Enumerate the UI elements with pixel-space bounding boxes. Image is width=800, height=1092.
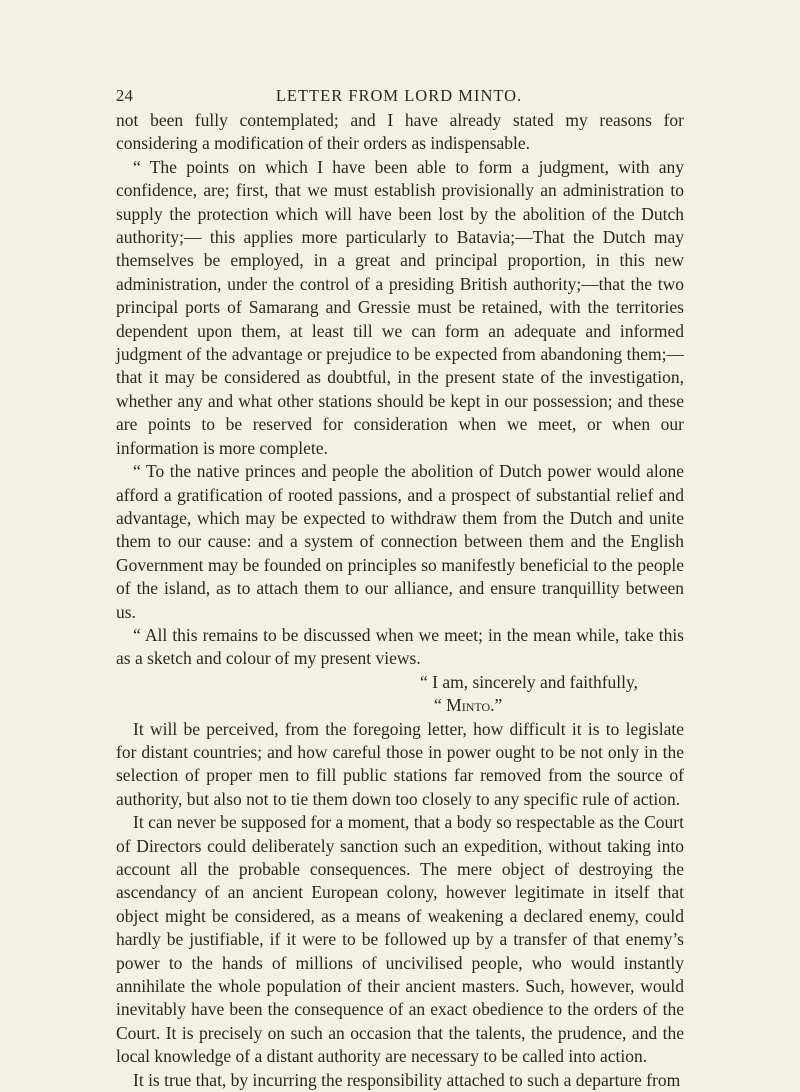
paragraph-continuation: not been fully contemplated; and I have already stated my reasons for considering a modification of their orders as indispensable. — [116, 110, 684, 154]
body-text — [116, 109, 684, 1092]
paragraph-remains: “ All this remains to be discussed when we meet; in the mean while, take this as a sketch and colour of my present views. — [116, 624, 684, 669]
paragraph-never-supposed: It can never be supposed for a moment, that a body so respectable as the Court of Directors could deliberately sanction such an expedition, without taking into account all the probable consequences. The mere object of destroying the ascendancy of an ancient European colony, however legitimate in itself that object might be considered, as a means of weakening a declared enemy, could hardly be justifiable, if it were to be followed up by a transfer of that enemy’s power to the hands of millions of uncivilised people, who would instantly annihilate the whole population of their ancient masters. Such, however, would inevitably have been the consequence of an exact obedience to the orders of the Court. It is precisely on such an occasion that the talents, the prudence, and the local knowledge of a distant authority are necessary to be called into action. — [116, 812, 684, 1067]
letter-signature: “ Minto.” — [434, 695, 503, 716]
page-header — [116, 86, 682, 108]
running-head: LETTER FROM LORD MINTO. — [275, 86, 523, 105]
paragraph-native-princes: “ To the native princes and people the abolition of Dutch power would alone afford a gratification of rooted passions, and a prospect of substantial relief and advantage, which may be expected to withdraw them from the Dutch and unite them to our cause: and a system of connection between them and the English Government may be founded on principles so manifestly beneficial to the people of the island, as to attach them to our alliance, and ensure tranquillity between us. — [116, 461, 684, 622]
paragraph-perceived: It will be perceived, from the foregoing letter, how difficult it is to legislate for distant countries; and how careful those in power ought to be not only in the selection of proper men to fill public stations far removed from the source of authority, but also not to tie them down too closely to any specific rule of action. — [116, 718, 684, 809]
paragraph-points: “ The points on which I have been able to form a judgment, with any confidence, are; first, that we must establish provisionally an administration to supply the protection which will have been lost by the abolition of the Dutch authority;— this applies more particularly to Batavia;—That the Dutch may themselves be employed, in a great and principal proportion, in this new administration, under the control of a presiding British authority;—that the two principal ports of Samarang and Gressie must be retained, with the territories dependent upon them, at least till we can form an adequate and informed judgment of the advantage or prejudice to be expected from abandoning them;—that it may be considered as doubtful, in the present state of the investigation, whether any and what other stations should be kept in our possession; and these are points to be reserved for consideration when we meet, or when our information is more complete. — [116, 156, 684, 458]
letter-valediction: “ I am, sincerely and faithfully, — [420, 671, 639, 692]
page-number: 24 — [116, 86, 134, 105]
paragraph-true-that: It is true that, by incurring the responsibility attached to such a departure from — [133, 1069, 681, 1090]
